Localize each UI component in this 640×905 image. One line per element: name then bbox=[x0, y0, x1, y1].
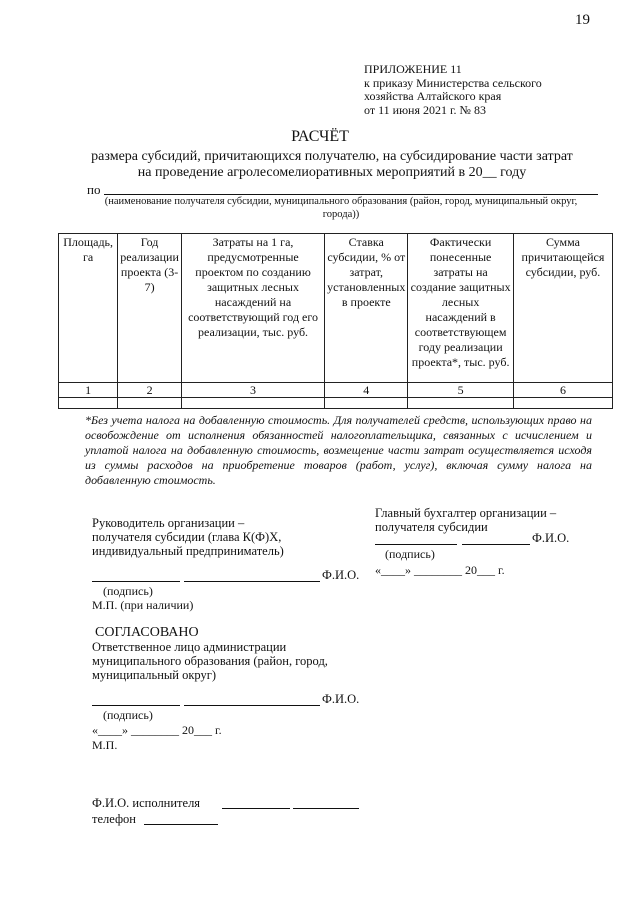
calculation-table bbox=[58, 233, 613, 409]
approved-line-1: Ответственное лицо администрации bbox=[92, 640, 287, 654]
accountant-date: «____» ________ 20___ г. bbox=[375, 563, 505, 577]
approved-stamp-note: М.П. bbox=[92, 738, 118, 752]
subtitle-line-1: размера субсидий, причитающихся получателю, на субсидирование части затрат bbox=[91, 149, 573, 164]
accountant-sign-caption: (подпись) bbox=[385, 547, 435, 561]
appendix-line-3: хозяйства Алтайского края bbox=[364, 89, 502, 103]
executor-phone-label: телефон bbox=[92, 812, 136, 826]
head-stamp-note: М.П. (при наличии) bbox=[92, 598, 194, 612]
executor-fio-line-2[interactable] bbox=[293, 808, 359, 809]
approved-date: «____» ________ 20___ г. bbox=[92, 723, 222, 737]
column-number: 1 bbox=[59, 383, 118, 398]
subsidy-rate-cell[interactable] bbox=[325, 398, 408, 409]
table-header-row bbox=[59, 234, 613, 383]
column-number: 2 bbox=[118, 383, 182, 398]
head-line-1: Руководитель организации – bbox=[92, 516, 245, 530]
accountant-sign-line[interactable] bbox=[375, 544, 457, 545]
head-fio-label: Ф.И.О. bbox=[322, 568, 360, 582]
approved-fio-label: Ф.И.О. bbox=[322, 692, 360, 706]
footnote: *Без учета налога на добавленную стоимость. Для получателей средств, использующих право на освобождение от исполнения обязанностей налогоплательщика, связанных с исчислением и уплатой налога на добавленную стоимость, возмещение части затрат осуществляется исходя из суммы расходов на приобретение товаров (работ, услуг), включая сумму налога на добавленную стоимость. bbox=[85, 413, 592, 487]
accountant-fio-label: Ф.И.О. bbox=[532, 531, 570, 545]
actual-cost-cell[interactable] bbox=[408, 398, 514, 409]
approved-name-line[interactable] bbox=[184, 705, 320, 706]
appendix-block bbox=[364, 63, 542, 117]
head-sign-caption: (подпись) bbox=[103, 584, 153, 598]
accountant-name-line[interactable] bbox=[462, 544, 530, 545]
appendix-line-1: ПРИЛОЖЕНИЕ 11 bbox=[364, 62, 462, 76]
approved-sign-caption: (подпись) bbox=[103, 708, 153, 722]
column-number: 4 bbox=[325, 383, 408, 398]
approved-sign-line[interactable] bbox=[92, 705, 180, 706]
executor-fio-line-1[interactable] bbox=[222, 808, 290, 809]
column-number: 5 bbox=[408, 383, 514, 398]
accountant-line-1: Главный бухгалтер организации – bbox=[375, 506, 557, 520]
head-line-2: получателя субсидии (глава К(Ф)Х, bbox=[92, 530, 282, 544]
header-actual-cost: Фактически понесенные затраты на создание защитных лесных насаждений в соответствующем году реализации проекта*, тыс. руб. bbox=[408, 234, 514, 383]
header-year: Год реализации проекта (3-7) bbox=[118, 234, 182, 383]
subsidy-sum-cell[interactable] bbox=[513, 398, 612, 409]
recipient-field-line[interactable] bbox=[104, 194, 598, 195]
head-line-3: индивидуальный предприниматель) bbox=[92, 544, 284, 558]
recipient-label: по bbox=[87, 182, 101, 197]
area-cell[interactable] bbox=[59, 398, 118, 409]
head-name-line[interactable] bbox=[184, 581, 320, 582]
approved-label: СОГЛАСОВАНО bbox=[95, 625, 199, 640]
document-title: РАСЧЁТ bbox=[291, 128, 349, 145]
subtitle-line-2: на проведение агролесомелиоративных мероприятий в 20__ году bbox=[137, 165, 527, 180]
year-cell[interactable] bbox=[118, 398, 182, 409]
planned-cost-cell[interactable] bbox=[181, 398, 324, 409]
executor-fio-label: Ф.И.О. исполнителя bbox=[92, 796, 201, 810]
header-subsidy-sum: Сумма причитающейся субсидии, руб. bbox=[513, 234, 612, 383]
header-area: Площадь, га bbox=[59, 234, 118, 383]
appendix-line-4: от 11 июня 2021 г. № 83 bbox=[364, 102, 486, 117]
head-sign-line[interactable] bbox=[92, 581, 180, 582]
appendix-line-2: к приказу Министерства сельского bbox=[364, 75, 542, 90]
table-numbers-row bbox=[59, 383, 613, 398]
page-number: 19 bbox=[575, 12, 590, 28]
approved-line-2: муниципального образования (район, город, bbox=[92, 654, 328, 668]
column-number: 3 bbox=[181, 383, 324, 398]
table-data-row bbox=[59, 398, 613, 409]
header-subsidy-rate: Ставка субсидии, % от затрат, установленных в проекте bbox=[325, 234, 408, 383]
header-planned-cost: Затраты на 1 га, предусмотренные проектом по созданию защитных лесных насаждений на соответствующий год его реализации, тыс. руб. bbox=[181, 234, 324, 383]
column-number: 6 bbox=[513, 383, 612, 398]
executor-phone-line[interactable] bbox=[144, 824, 218, 825]
approved-line-3: муниципальный округ) bbox=[92, 668, 217, 682]
accountant-line-2: получателя субсидии bbox=[375, 520, 488, 534]
recipient-hint: (наименование получателя субсидии, муниципального образования (район, город, муниципальный округ, города)) bbox=[104, 196, 578, 220]
